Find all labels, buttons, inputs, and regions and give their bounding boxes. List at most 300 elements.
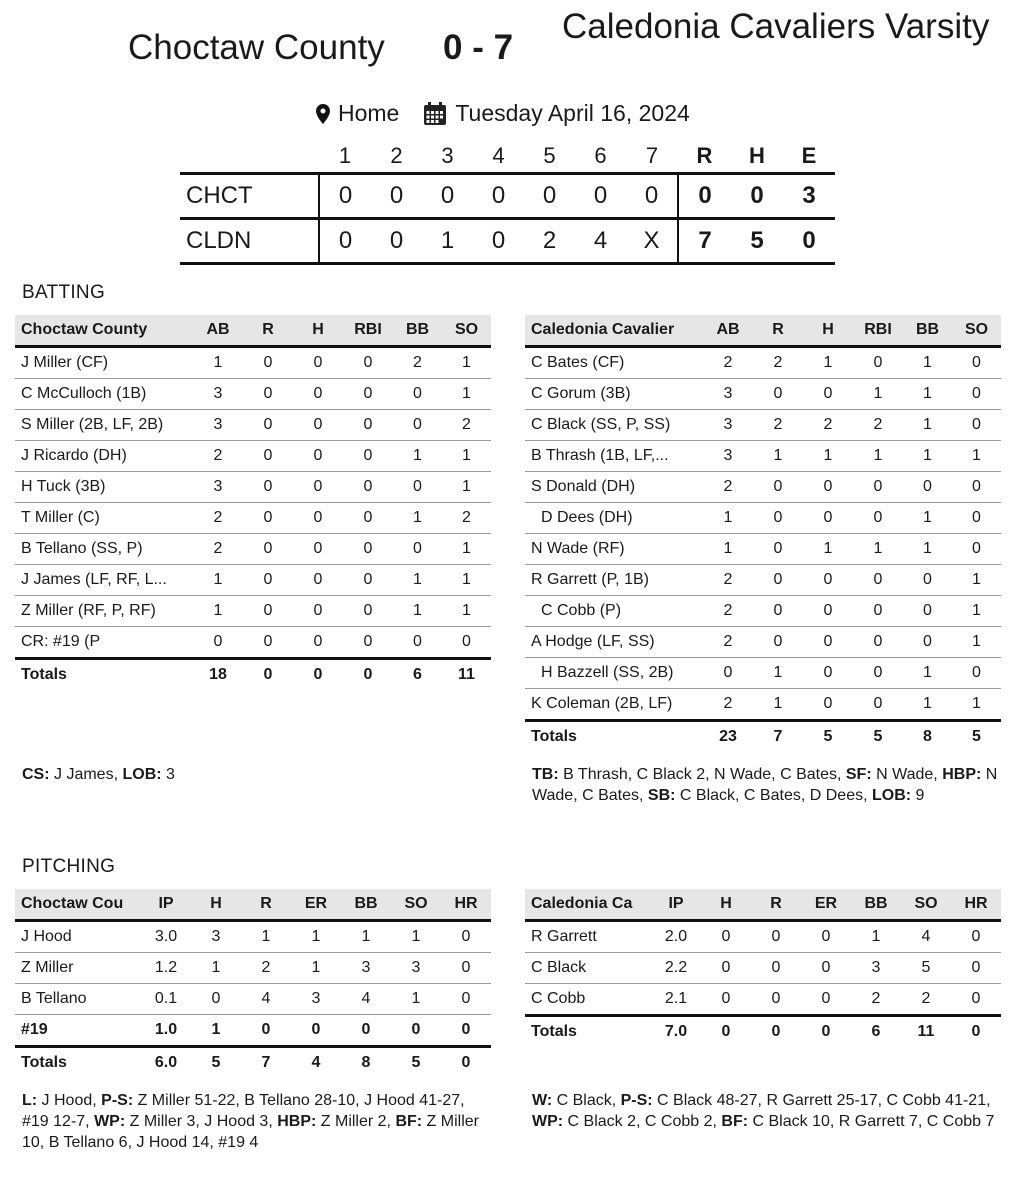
team-abbr: CHCT (180, 174, 319, 219)
stat-value: 3 (851, 953, 901, 984)
away-team-name: Caledonia Cavaliers Varsity (562, 7, 990, 46)
stat-value: 1 (952, 565, 1001, 596)
note-label: BF: (721, 1113, 749, 1130)
batting-section-title: BATTING (22, 282, 106, 303)
line-score-table (180, 140, 835, 265)
stat-value: 3 (341, 953, 391, 984)
stat-value: 0 (701, 953, 751, 984)
totals-row (15, 1047, 491, 1079)
line-score-row (180, 219, 835, 264)
stat-value: 1 (341, 921, 391, 953)
date-text: Tuesday April 16, 2024 (455, 100, 690, 126)
stat-value: 2 (703, 472, 753, 503)
stat-value: 0 (952, 503, 1001, 534)
stat-value: 0 (903, 472, 952, 503)
note-label: SB: (647, 787, 676, 804)
batter-row (15, 441, 491, 472)
player-name: #19 (15, 1015, 141, 1047)
stat-value: 2 (393, 347, 442, 379)
stat-value: 0 (243, 627, 293, 659)
total-value: 5 (411, 1054, 421, 1071)
player-name: Z Miller (15, 953, 141, 984)
stat-value: 0 (441, 984, 491, 1015)
stat-value: 0 (803, 658, 853, 689)
stat-value: 1 (703, 503, 753, 534)
location (316, 100, 399, 127)
stat-value: 1 (442, 441, 491, 472)
stat-value: 0 (753, 503, 803, 534)
stat-value: 0 (391, 1015, 441, 1047)
stat-value: 0 (853, 472, 903, 503)
stat-value: 1 (903, 658, 952, 689)
player-name: H Tuck (3B) (15, 472, 193, 503)
batter-row (15, 379, 491, 410)
note-text: Z Miller 51-22, B Tellano 28-10, J Hood 41-27, #19 12-7, (22, 1092, 465, 1130)
note-label: WP: (532, 1113, 564, 1130)
stat-value: 1 (851, 921, 901, 953)
note-label: W: (532, 1092, 553, 1109)
stat-value: 1 (853, 441, 903, 472)
stat-value: 0 (393, 379, 442, 410)
stat-value: 1 (903, 441, 952, 472)
stat-value: 1 (193, 347, 243, 379)
stat-value: 0 (801, 984, 851, 1016)
stat-value: 1 (241, 921, 291, 953)
stat-value: 1 (803, 347, 853, 379)
stat-value: 0 (803, 565, 853, 596)
stat-value: 1 (753, 441, 803, 472)
column-header: H (293, 315, 343, 347)
batter-row (525, 379, 1001, 410)
total-value: 7 (773, 728, 783, 745)
player-name: K Coleman (2B, LF) (525, 689, 703, 721)
stat-value: 1 (952, 689, 1001, 721)
runs-header: R (696, 143, 713, 168)
player-name: C Cobb (525, 984, 651, 1016)
stat-value: 0 (243, 441, 293, 472)
column-header: R (753, 315, 803, 347)
inning-score: 0 (389, 182, 404, 209)
player-name: R Garrett (P, 1B) (525, 565, 703, 596)
player-name: J Ricardo (DH) (15, 441, 193, 472)
column-header: RBI (343, 315, 393, 347)
stat-value: 0 (952, 472, 1001, 503)
note-label: HBP: (942, 766, 982, 783)
stat-value: 2 (442, 503, 491, 534)
stat-value: 0 (952, 410, 1001, 441)
note-label: WP: (94, 1113, 126, 1130)
note-label: P-S: (101, 1092, 134, 1109)
stat-value: 0 (701, 921, 751, 953)
stat-value: 0 (243, 596, 293, 627)
pitching-section-title: PITCHING (22, 856, 116, 877)
note-label: LOB: (871, 787, 912, 804)
stat-value: 2 (193, 441, 243, 472)
stat-value: 2 (803, 410, 853, 441)
player-name: B Tellano (15, 984, 141, 1015)
stat-value: 0 (293, 441, 343, 472)
totals-label: Totals (531, 728, 577, 745)
player-name: C McCulloch (1B) (15, 379, 193, 410)
stat-value: 1 (803, 534, 853, 565)
stat-value: 1 (952, 596, 1001, 627)
stat-value: 0.1 (141, 984, 191, 1015)
stat-value: 0 (293, 379, 343, 410)
stat-value: 2 (703, 596, 753, 627)
final-score: 0 - 7 (443, 28, 514, 67)
stat-value: 4 (341, 984, 391, 1015)
note-label: HBP: (277, 1113, 317, 1130)
total-value: 0 (821, 1023, 831, 1040)
inning-score: 0 (338, 182, 353, 209)
note-text: C Black, (552, 1092, 621, 1109)
pitching-header-row (525, 889, 1001, 921)
batter-row (525, 658, 1001, 689)
total-value: 5 (823, 728, 833, 745)
stat-value: 0 (343, 379, 393, 410)
batting-header-row (525, 315, 1001, 347)
note-text: J Hood, (37, 1092, 102, 1109)
note-text: N Wade, (871, 766, 943, 783)
column-header: ER (291, 889, 341, 921)
stat-value: 0 (701, 984, 751, 1016)
stat-value: 1 (193, 596, 243, 627)
stat-value: 5 (901, 953, 951, 984)
stat-value: 0 (853, 347, 903, 379)
total-value: 18 (209, 666, 227, 683)
stat-value: 3 (291, 984, 341, 1015)
total-value: 0 (971, 1023, 981, 1040)
stat-value: 0 (952, 658, 1001, 689)
hits-total: 0 (750, 182, 764, 209)
stat-value: 0 (341, 1015, 391, 1047)
column-header: RBI (853, 315, 903, 347)
hits-header: H (749, 143, 765, 168)
total-value: 7 (261, 1054, 271, 1071)
stat-value: 0 (753, 379, 803, 410)
team-abbr: CLDN (180, 219, 319, 264)
inning-score: 1 (440, 227, 455, 254)
stat-value: 0 (442, 627, 491, 659)
note-label: TB: (532, 766, 559, 783)
stat-value: 0 (343, 534, 393, 565)
column-header: BB (903, 315, 952, 347)
batter-row (525, 596, 1001, 627)
note-text: Z Miller 2, (316, 1113, 396, 1130)
line-score-row (180, 174, 835, 219)
home-team-name: Choctaw County (128, 28, 385, 67)
pitcher-row (15, 921, 491, 953)
stat-value: 0 (343, 596, 393, 627)
inning-score: 0 (491, 182, 506, 209)
team-column-header: Choctaw County (15, 315, 193, 347)
note-text: B Thrash, C Black 2, N Wade, C Bates, (558, 766, 846, 783)
batter-row (525, 410, 1001, 441)
note-text: C Black 48-27, R Garrett 25-17, C Cobb 41-21, (652, 1092, 991, 1109)
stat-value: 2 (901, 984, 951, 1016)
stat-value: 2 (193, 503, 243, 534)
stat-value: 1 (393, 596, 442, 627)
inning-score: 0 (593, 182, 608, 209)
player-name: C Black (525, 953, 651, 984)
stat-value: 0 (293, 627, 343, 659)
note-text: 9 (911, 787, 925, 804)
column-header: H (701, 889, 751, 921)
stat-value: 1 (903, 689, 952, 721)
stat-value: 1 (442, 379, 491, 410)
stat-value: 2 (851, 984, 901, 1016)
game-date (423, 100, 689, 127)
batter-row (15, 472, 491, 503)
stat-value: 0 (853, 565, 903, 596)
note-text: J James, (49, 766, 123, 783)
player-name: J Miller (CF) (15, 347, 193, 379)
stat-value: 0 (291, 1015, 341, 1047)
column-header: BB (851, 889, 901, 921)
stat-value: 2 (241, 953, 291, 984)
player-name: S Miller (2B, LF, 2B) (15, 410, 193, 441)
column-header: HR (441, 889, 491, 921)
stat-value: 1.2 (141, 953, 191, 984)
player-name: J James (LF, RF, L... (15, 565, 193, 596)
stat-value: 0 (393, 534, 442, 565)
column-header: R (241, 889, 291, 921)
stat-value: 1 (393, 565, 442, 596)
stat-value: 0 (753, 627, 803, 658)
stat-value: 1.0 (141, 1015, 191, 1047)
stat-value: 0 (853, 503, 903, 534)
stat-value: 0 (903, 565, 952, 596)
stat-value: 2 (753, 410, 803, 441)
stat-value: 1 (952, 441, 1001, 472)
stat-value: 0 (753, 472, 803, 503)
stat-value: 2 (853, 410, 903, 441)
stat-value: 3 (193, 472, 243, 503)
pitching-header-row (15, 889, 491, 921)
batter-row (525, 347, 1001, 379)
stat-value: 0 (703, 658, 753, 689)
note-text: Z Miller 10, B Tellano 6, J Hood 14, #19 4 (22, 1113, 479, 1151)
player-name: B Tellano (SS, P) (15, 534, 193, 565)
column-header: R (751, 889, 801, 921)
total-value: 5 (211, 1054, 221, 1071)
player-name: D Dees (DH) (525, 503, 703, 534)
stat-value: 1 (191, 1015, 241, 1047)
stat-value: 0 (803, 596, 853, 627)
stat-value: 1 (853, 379, 903, 410)
stat-value: 0 (441, 921, 491, 953)
inning-score: 0 (626, 174, 678, 219)
player-name: S Donald (DH) (525, 472, 703, 503)
stat-value: 0 (191, 984, 241, 1015)
batter-row (15, 534, 491, 565)
stat-value: 0 (952, 534, 1001, 565)
batting-table-away (525, 315, 1001, 752)
batter-row (15, 596, 491, 627)
stat-value: 0 (343, 627, 393, 659)
player-name: C Cobb (P) (525, 596, 703, 627)
stat-value: 1 (291, 921, 341, 953)
note-label: L: (22, 1092, 38, 1109)
stat-value: 1 (442, 472, 491, 503)
stat-value: 0 (243, 410, 293, 441)
stat-value: 1 (442, 596, 491, 627)
pitching-table-home (15, 889, 491, 1078)
totals-label: Totals (21, 1054, 67, 1071)
total-value: 23 (719, 728, 737, 745)
player-name: C Bates (CF) (525, 347, 703, 379)
stat-value: 0 (343, 503, 393, 534)
stat-value: 0 (393, 472, 442, 503)
stat-value: 0 (952, 347, 1001, 379)
stat-value: 1 (442, 565, 491, 596)
note-label: LOB: (122, 766, 162, 783)
stat-value: 0 (853, 627, 903, 658)
stat-value: 2 (703, 565, 753, 596)
stat-value: 4 (241, 984, 291, 1015)
stat-value: 0 (903, 627, 952, 658)
note-text: C Black 2, C Cobb 2, (563, 1113, 722, 1130)
batting-table-home (15, 315, 491, 690)
stat-value: 1 (442, 347, 491, 379)
total-value: 11 (917, 1023, 935, 1040)
stat-value: 0 (952, 379, 1001, 410)
total-value: 0 (721, 1023, 731, 1040)
stat-value: 0 (853, 658, 903, 689)
stat-value: 0 (193, 627, 243, 659)
stat-value: 1 (391, 921, 441, 953)
pitching-table-away (525, 889, 1001, 1047)
errors-total: 3 (802, 182, 816, 209)
stat-value: 0 (293, 347, 343, 379)
player-name: R Garrett (525, 921, 651, 953)
stat-value: 2 (703, 689, 753, 721)
stat-value: 0 (853, 596, 903, 627)
column-header: SO (952, 315, 1001, 347)
stat-value: 0 (801, 953, 851, 984)
batter-row (525, 534, 1001, 565)
batting-header-row (15, 315, 491, 347)
batter-row (525, 472, 1001, 503)
total-value: 7.0 (664, 1023, 688, 1040)
stat-value: 0 (803, 472, 853, 503)
stat-value: 3 (391, 953, 441, 984)
column-header: BB (393, 315, 442, 347)
stat-value: 0 (343, 472, 393, 503)
stat-value: 0 (441, 953, 491, 984)
total-value: 6 (413, 666, 422, 683)
batter-row (525, 441, 1001, 472)
stat-value: 3.0 (141, 921, 191, 953)
total-value: 6 (871, 1023, 881, 1040)
team-column-header: Choctaw Cou (15, 889, 141, 921)
stat-value: 2 (753, 347, 803, 379)
column-header: IP (651, 889, 701, 921)
stat-value: 0 (293, 410, 343, 441)
player-name: T Miller (C) (15, 503, 193, 534)
stat-value: 0 (243, 565, 293, 596)
stat-value: 1 (393, 503, 442, 534)
stat-value: 0 (393, 410, 442, 441)
stat-value: 0 (441, 1015, 491, 1047)
stat-value: 2 (442, 410, 491, 441)
total-value: 6.0 (154, 1054, 178, 1071)
pitcher-row (15, 953, 491, 984)
runs-total: 7 (698, 227, 712, 254)
column-header: IP (141, 889, 191, 921)
stat-value: 2 (703, 347, 753, 379)
inning-score: 0 (542, 182, 557, 209)
inning-header: 1 (338, 143, 352, 168)
column-header: BB (341, 889, 391, 921)
stat-value: 1 (753, 658, 803, 689)
stat-value: 0 (803, 689, 853, 721)
batter-row (15, 627, 491, 659)
note-text: 3 (161, 766, 175, 783)
stat-value: 0 (753, 565, 803, 596)
stat-value: 2.0 (651, 921, 701, 953)
total-value: 0 (771, 1023, 781, 1040)
player-name: J Hood (15, 921, 141, 953)
line-score-header (180, 140, 835, 174)
stat-value: 0 (951, 984, 1001, 1016)
pitcher-row (525, 984, 1001, 1016)
batter-row (15, 503, 491, 534)
total-value: 0 (313, 666, 323, 683)
pitcher-row (525, 953, 1001, 984)
stat-value: 0 (243, 347, 293, 379)
player-name: B Thrash (1B, LF,... (525, 441, 703, 472)
player-name: H Bazzell (SS, 2B) (525, 658, 703, 689)
inning-score: 0 (491, 227, 506, 254)
stat-value: 1 (903, 534, 952, 565)
stat-value: 0 (903, 596, 952, 627)
stat-value: 0 (393, 627, 442, 659)
batter-row (525, 627, 1001, 658)
stat-value: 1 (703, 534, 753, 565)
stat-value: 0 (803, 503, 853, 534)
stat-value: 0 (951, 921, 1001, 953)
stat-value: 0 (293, 565, 343, 596)
stat-value: 0 (243, 472, 293, 503)
stat-value: 2 (193, 534, 243, 565)
stat-value: 0 (803, 627, 853, 658)
pitching-notes-away (532, 1090, 1002, 1132)
column-header: ER (801, 889, 851, 921)
batting-notes-home (22, 764, 492, 785)
inning-score: 2 (542, 227, 557, 254)
game-meta (316, 100, 690, 127)
stat-value: 1 (803, 441, 853, 472)
runs-total: 0 (698, 182, 712, 209)
stat-value: 3 (703, 379, 753, 410)
stat-value: 1 (391, 984, 441, 1015)
stat-value: 0 (343, 565, 393, 596)
stat-value: 0 (801, 921, 851, 953)
batter-row (15, 565, 491, 596)
stat-value: 0 (751, 921, 801, 953)
batter-row (525, 503, 1001, 534)
column-header: AB (703, 315, 753, 347)
hits-total: 5 (750, 227, 764, 254)
column-header: R (243, 315, 293, 347)
inning-score: X (626, 219, 678, 264)
stat-value: 0 (243, 503, 293, 534)
stat-value: 0 (293, 596, 343, 627)
stat-value: 1 (903, 410, 952, 441)
team-column-header: Caledonia Cavalier (525, 315, 703, 347)
stat-value: 0 (951, 953, 1001, 984)
